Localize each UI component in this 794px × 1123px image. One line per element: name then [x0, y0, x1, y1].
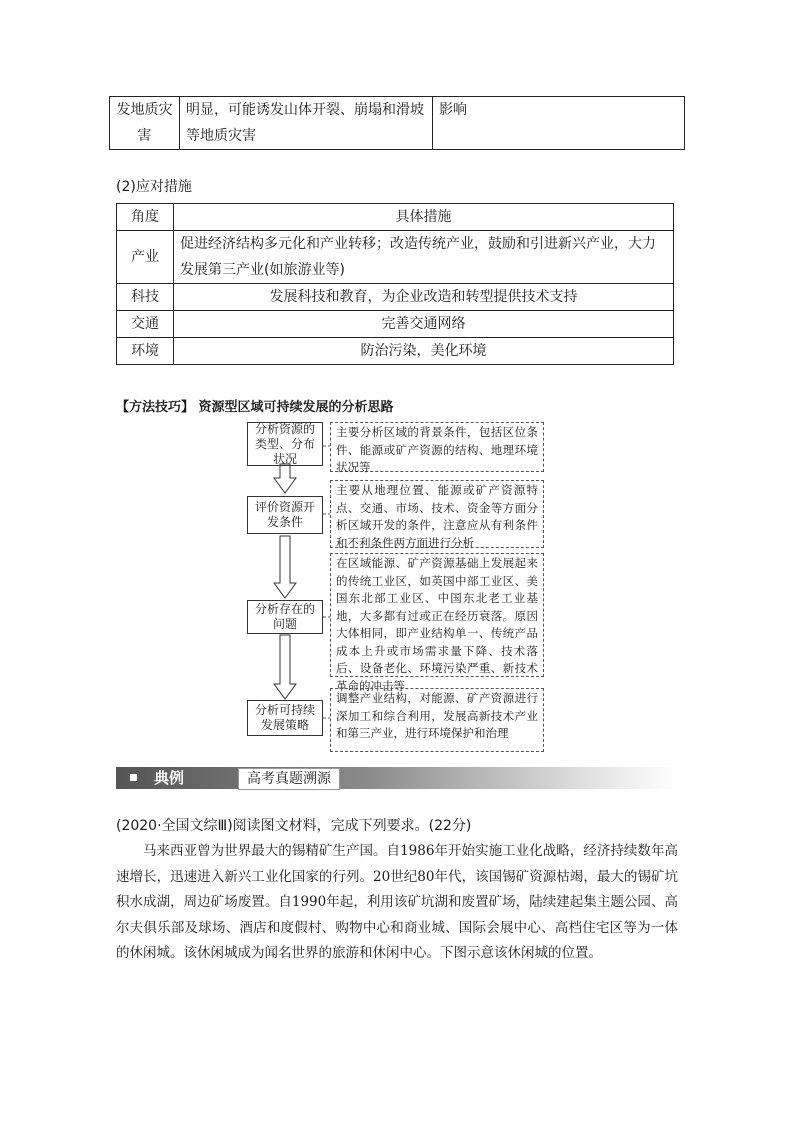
measure-cell: 完善交通网络	[174, 311, 674, 338]
flow-step-1: 分析资源的类型、分布状况	[247, 422, 323, 466]
flow-desc-3: 在区域能源、矿产资源基础上发展起来的传统工业区，如英国中部工业区、美国东北部工业区、中国东北老工业基地，大多都有过或正在经历衰落。原因大体相同，即产业结构单一、传统产品成本上升或市场需求量下降、技术落后、设备老化、环境污染严重、新技术革命的冲击等	[330, 553, 544, 677]
flow-desc-2: 主要从地理位置、能源或矿产资源特点、交通、市场、技术、资金等方面分析区域开发的条件，注意应从有利条件和不利条件两方面进行分析	[330, 480, 544, 548]
method-title: 【方法技巧】 资源型区域可持续发展的分析思路	[116, 400, 394, 415]
banner-subtitle: 高考真题溯源	[238, 768, 340, 790]
measures-title: (2)应对措施	[116, 179, 192, 195]
angle-cell: 产业	[117, 231, 174, 284]
banner-tag: 典例	[154, 769, 185, 787]
header-angle: 角度	[117, 204, 174, 231]
flow-step-2: 评价资源开发条件	[247, 496, 323, 534]
measure-cell: 发展科技和教育，为企业改造和转型提供技术支持	[174, 284, 674, 311]
flow-step-4: 分析可持续发展策略	[247, 700, 323, 736]
angle-cell: 交通	[117, 311, 174, 338]
header-measure: 具体措施	[174, 204, 674, 231]
example-banner	[116, 767, 676, 789]
angle-cell: 科技	[117, 284, 174, 311]
hazard-impact: 影响	[433, 97, 685, 150]
measure-cell: 促进经济结构多元化和产业转移；改造传统产业，鼓励和引进新兴产业，大力发展第三产业(如旅游业等)	[174, 231, 674, 284]
down-arrow-2	[274, 536, 296, 598]
flow-step-3: 分析存在的问题	[247, 600, 323, 634]
question-paragraph: 马来西亚曾为世界最大的锡精矿生产国。自1986年开始实施工业化战略，经济持续数年高速增长，迅速进入新兴工业化国家的行列。20世纪80年代，该国锡矿资源枯竭，最大的锡矿坑积水成湖，周边矿场废置。自1990年起，利用该矿坑湖和废置矿场，陆续建起集主题公园、高尔夫俱乐部及球场、酒店和度假村、购物中心和商业城、国际会展中心、高档住宅区等为一体的休闲城。该休闲城成为闻名世界的旅游和休闲中心。下图示意该休闲城的位置。	[116, 843, 678, 961]
square-bullet-icon	[130, 774, 137, 781]
down-arrow-1	[274, 464, 296, 493]
hazard-label: 发地质灾害	[110, 97, 180, 150]
flow-desc-1: 主要分析区域的背景条件，包括区位条件、能源或矿产资源的结构、地理环境状况等	[330, 422, 544, 472]
hazard-effect: 明显，可能诱发山体开裂、崩塌和滑坡等地质灾害	[180, 97, 433, 150]
down-arrow-3	[274, 635, 296, 699]
angle-cell: 环境	[117, 338, 174, 365]
flow-desc-4: 调整产业结构，对能源、矿产资源进行深加工和综合利用，发展高新技术产业和第三产业，进行环境保护和治理	[330, 688, 544, 752]
question-intro: (2020·全国文综Ⅲ)阅读图文材料，完成下列要求。(22分)	[116, 818, 472, 834]
measure-cell: 防治污染，美化环境	[174, 338, 674, 365]
